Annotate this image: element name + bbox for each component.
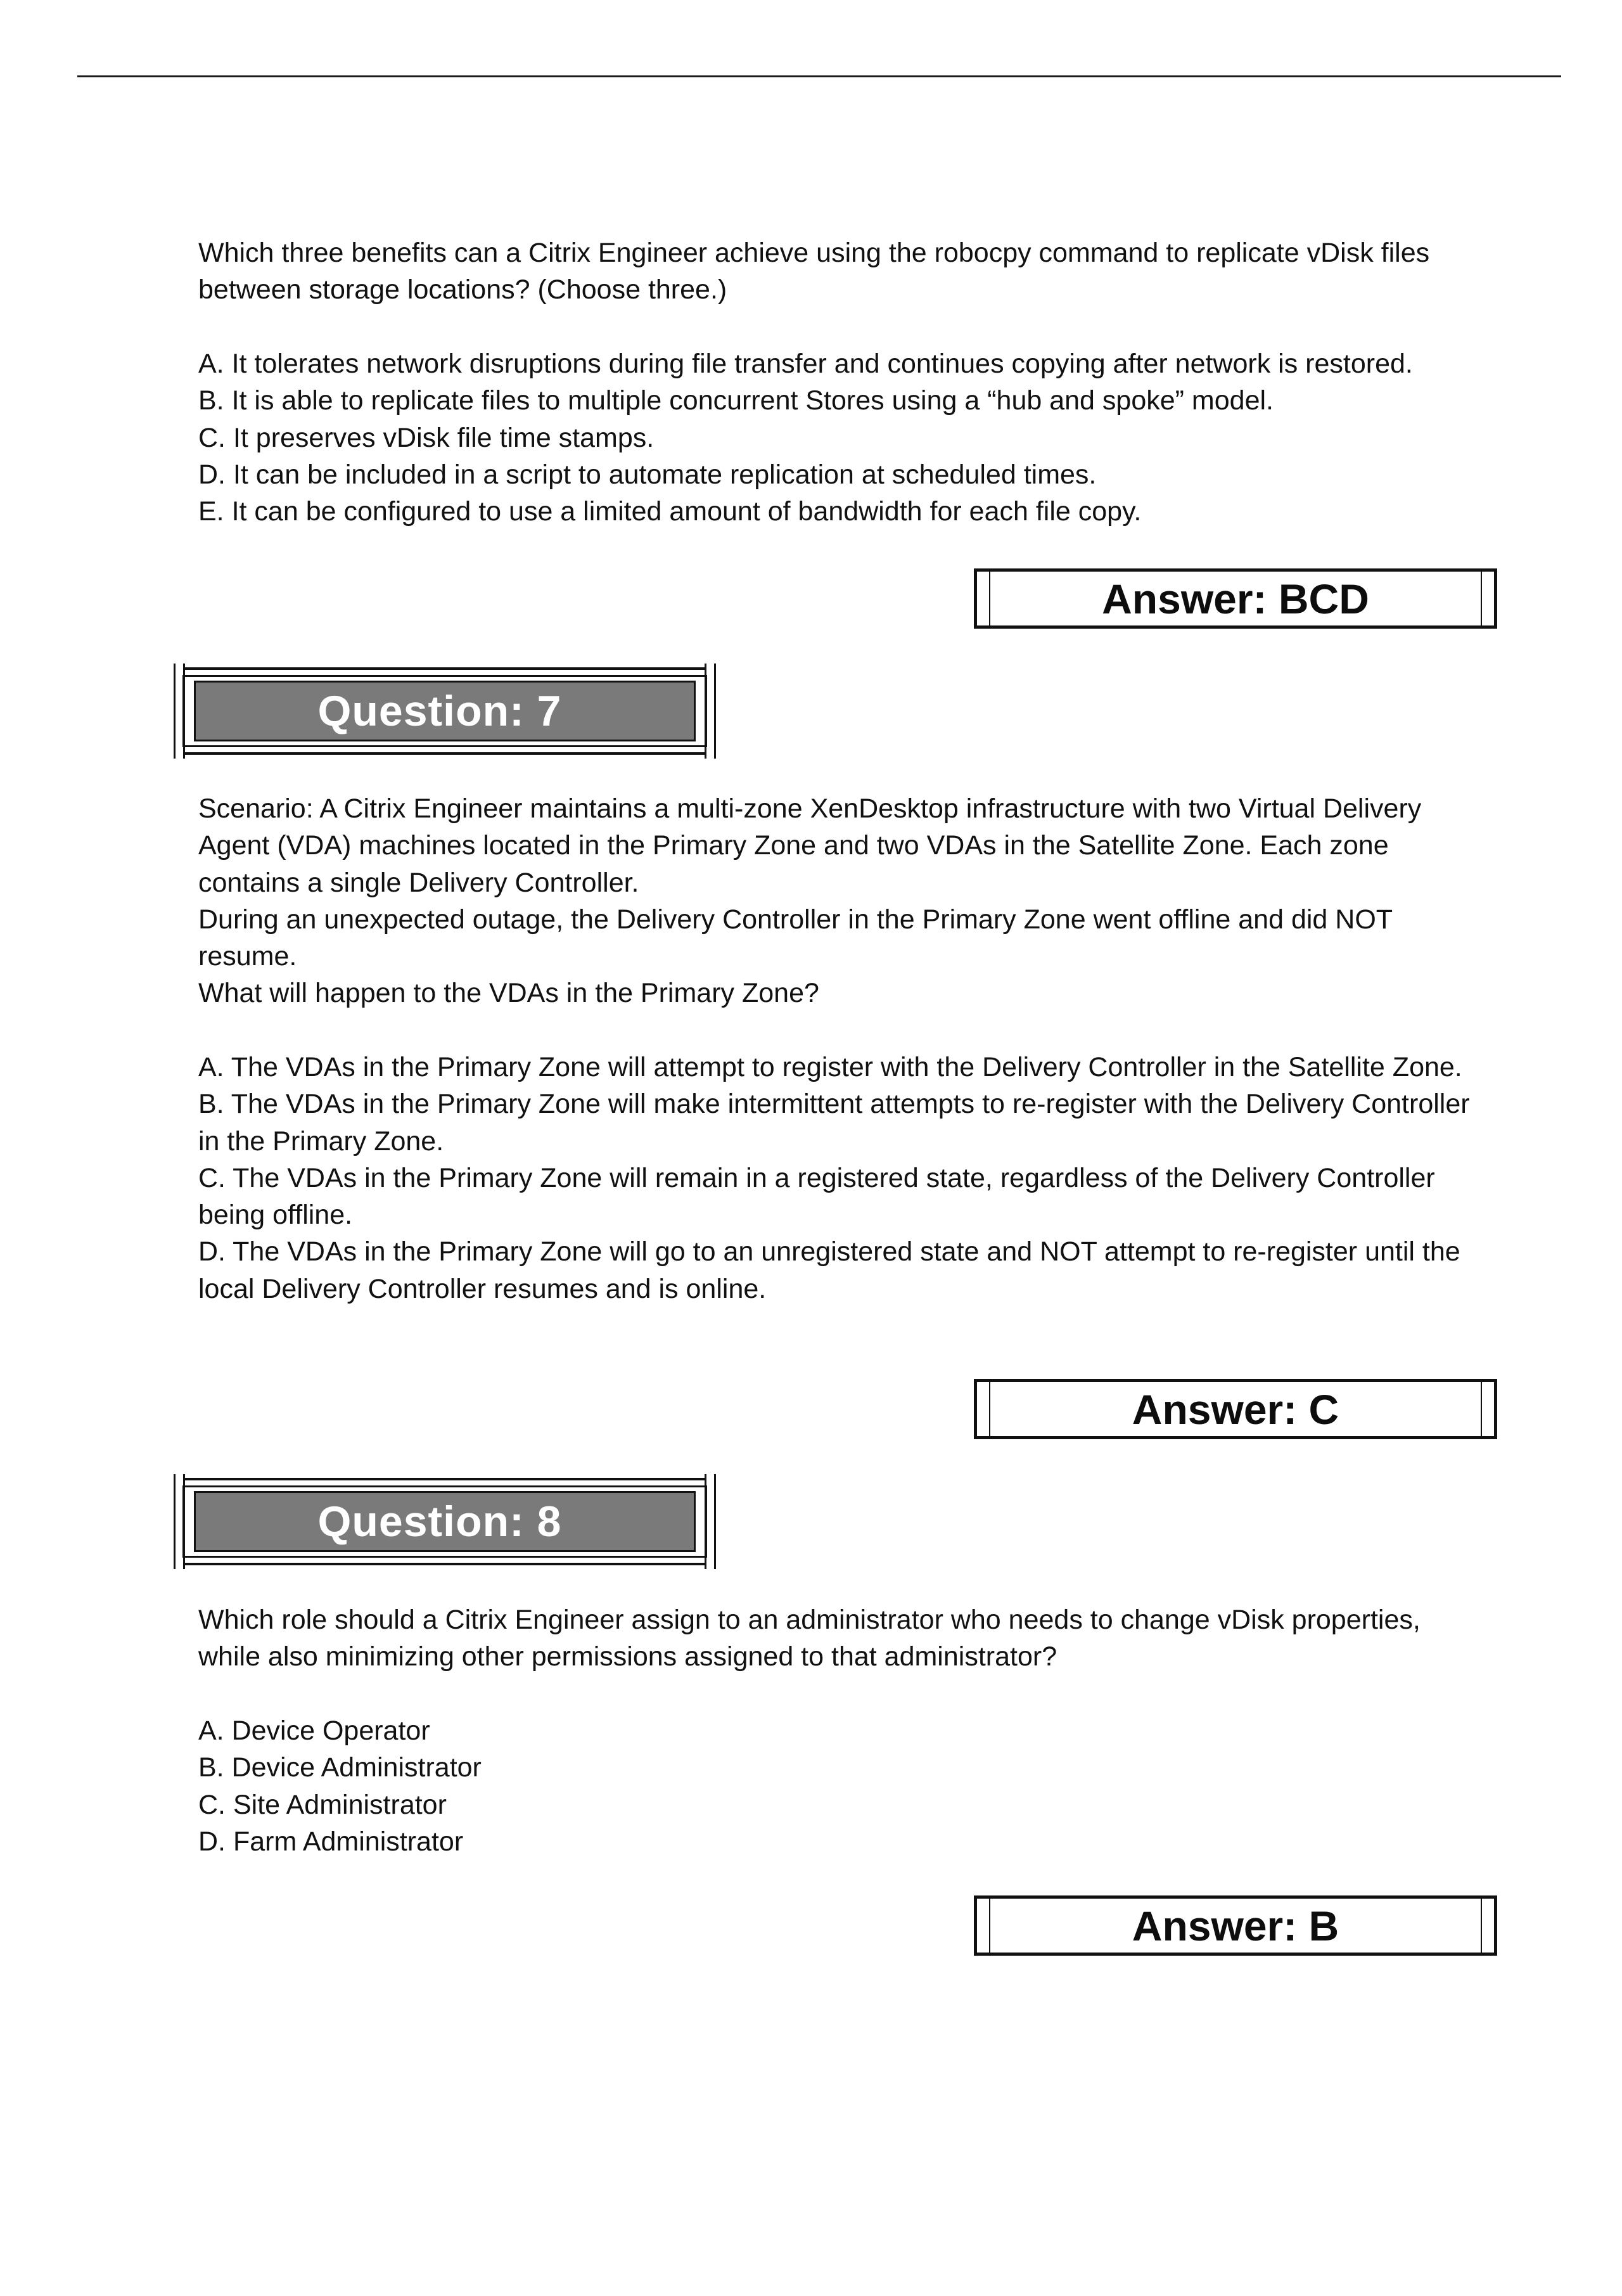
q7-options — [198, 1049, 1472, 1307]
banner-fill — [194, 1491, 696, 1552]
q7-option-b: B. The VDAs in the Primary Zone will make intermittent attempts to re-register with the Delivery Controller in the Primary Zone. — [198, 1089, 1470, 1157]
q6-option-a: A. It tolerates network disruptions during file transfer and continues copying after network is restored. — [198, 349, 1413, 379]
q7-option-c: C. The VDAs in the Primary Zone will remain in a registered state, regardless of the Delivery Controller being offline. — [198, 1162, 1435, 1231]
banner-fill — [194, 681, 696, 741]
q7-title: Question: 7 — [317, 687, 562, 735]
q8-stem: Which role should a Citrix Engineer assign to an administrator who needs to change vDisk properties, while also minimizing other permissions assigned to that administrator? — [198, 1605, 1421, 1672]
q7-stem-line: During an unexpected outage, the Delivery Controller in the Primary Zone went offline and did NOT — [198, 904, 1393, 935]
q8-option-b: B. Device Administrator — [198, 1752, 482, 1783]
q7-stem-line: What will happen to the VDAs in the Primary Zone? — [198, 978, 819, 1009]
q7-answer-box — [974, 1379, 1497, 1439]
q6-answer: Answer: BCD — [1102, 575, 1369, 622]
q8-option-d: D. Farm Administrator — [198, 1826, 464, 1857]
q7-banner — [175, 667, 715, 755]
q7-option-a: A. The VDAs in the Primary Zone will attempt to register with the Delivery Controller in the Satellite Zone. — [198, 1052, 1462, 1082]
q7-stem-line: Agent (VDA) machines located in the Primary Zone and two VDAs in the Satellite Zone. Each zone — [198, 830, 1389, 861]
q6-stem: Which three benefits can a Citrix Engineer achieve using the robocpy command to replicate vDisk files between storage locations? (Choose three.) — [198, 238, 1430, 305]
q8-option-c: C. Site Administrator — [198, 1789, 447, 1820]
q6-options — [198, 345, 1491, 530]
q7-answer: Answer: C — [1132, 1385, 1339, 1433]
q8-options — [198, 1712, 1491, 1860]
q7-stem-line: Scenario: A Citrix Engineer maintains a multi-zone XenDesktop infrastructure with two Virtual Delivery — [198, 793, 1422, 824]
q7-stem-line: resume. — [198, 941, 297, 972]
q8-option-a: A. Device Operator — [198, 1716, 430, 1746]
q7-stem — [198, 790, 1491, 1012]
q8-banner — [175, 1478, 715, 1565]
q6-option-c: C. It preserves vDisk file time stamps. — [198, 422, 655, 453]
q7-stem-line: contains a single Delivery Controller. — [198, 867, 639, 898]
header-rule — [77, 75, 1561, 77]
q8-answer-box — [974, 1895, 1497, 1956]
q6-answer-box — [974, 568, 1497, 629]
q6-option-b: B. It is able to replicate files to multiple concurrent Stores using a “hub and spoke” model. — [198, 385, 1274, 416]
q6-option-e: E. It can be configured to use a limited amount of bandwidth for each file copy. — [198, 496, 1142, 527]
q8-answer: Answer: B — [1132, 1902, 1339, 1949]
q8-title: Question: 8 — [317, 1498, 562, 1546]
q7-option-d: D. The VDAs in the Primary Zone will go to an unregistered state and NOT attempt to re-register until the local Delivery Controller resumes and is online. — [198, 1236, 1460, 1304]
q6-option-d: D. It can be included in a script to automate replication at scheduled times. — [198, 459, 1097, 490]
